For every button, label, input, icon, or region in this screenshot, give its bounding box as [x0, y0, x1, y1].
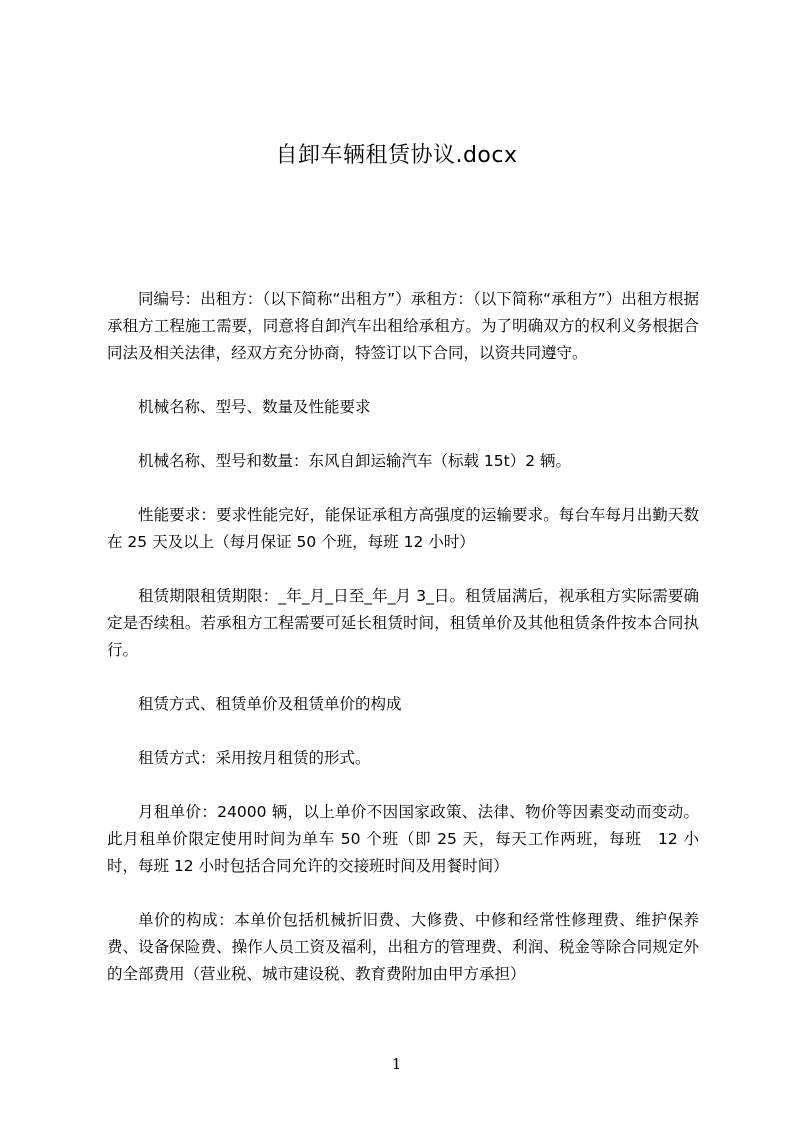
section-heading-lease-method: 租赁方式、租赁单价及租赁单价的构成 — [138, 695, 402, 713]
paragraph-monthly-price: 月租单价：24000 辆，以上单价不因国家政策、法律、物价等因素变动而变动。此月租单价限定使用时间为单车 50 个班（即 25 天，每天工作两班，每班 12 小时，每班 12 小时包括合同允许的交接班时间及用餐时间） — [107, 803, 699, 875]
section-heading-machinery: 机械名称、型号、数量及性能要求 — [138, 398, 371, 416]
paragraph-preamble: 同编号：出租方：（以下简称“出租方”）承租方：（以下简称“承租方”）出租方根据承租方工程施工需要，同意将自卸汽车出租给承租方。为了明确双方的权利义务根据合同法及相关法律，经双方充分协商，特签订以下合同，以资共同遵守。 — [107, 290, 699, 362]
document-title: 自卸车辆租赁协议.docx — [275, 143, 518, 168]
page-number: 1 — [391, 1055, 402, 1073]
paragraph-price-composition: 单价的构成：本单价包括机械折旧费、大修费、中修和经常性修理费、维护保养费、设备保险费、操作人员工资及福利，出租方的管理费、利润、税金等除合同规定外的全部费用（营业税、城市建设税、教育费附加由甲方承担） — [107, 911, 699, 983]
paragraph-machinery-model: 机械名称、型号和数量：东风自卸运输汽车（标载 15t）2 辆。 — [138, 452, 572, 470]
paragraph-lease-method: 租赁方式：采用按月租赁的形式。 — [138, 749, 371, 767]
paragraph-performance: 性能要求：要求性能完好，能保证承租方高强度的运输要求。每台车每月出勤天数在 25 天及以上（每月保证 50 个班，每班 12 小时） — [107, 506, 699, 551]
paragraph-lease-term: 租赁期限租赁期限：_年_月_日至_年_月 3_日。租赁届满后，视承租方实际需要确定是否续租。若承租方工程需要可延长租赁时间，租赁单价及其他租赁条件按本合同执行。 — [107, 587, 699, 659]
document-body — [107, 286, 699, 1015]
